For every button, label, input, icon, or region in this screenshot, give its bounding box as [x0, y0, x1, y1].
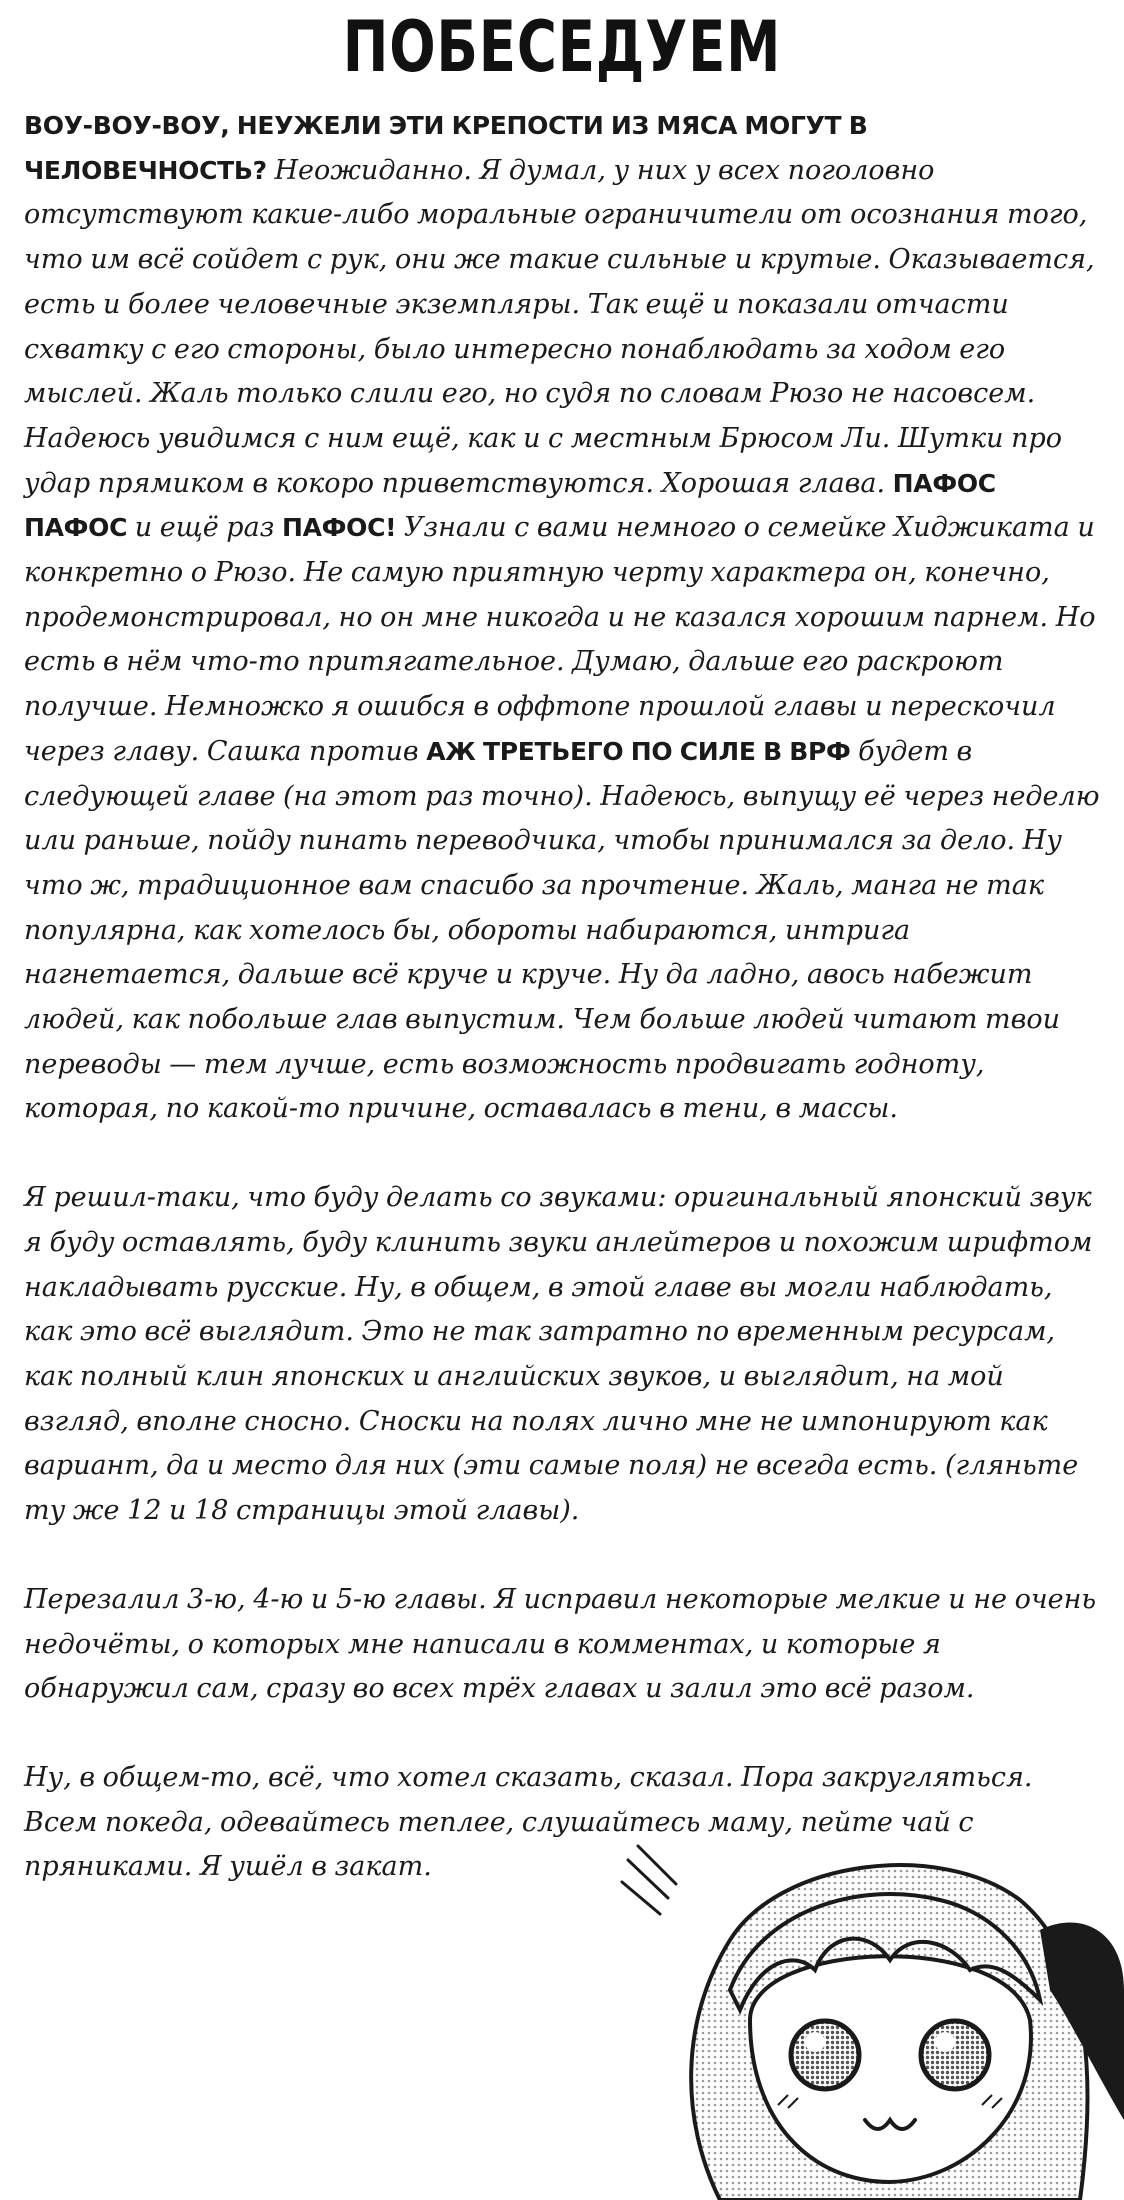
- page-title: ПОБЕСЕДУЕМ: [342, 6, 782, 88]
- paragraph-4: Ну, в общем-то, всё, что хотел сказать, сказал. Пора закругляться. Всем покеда, одевайтесь теплее, слушайтесь маму, пейте чай с пряниками. Я ушёл в закат.: [24, 1761, 1033, 1883]
- paragraph-1-caps-4: АЖ ТРЕТЬЕГО ПО СИЛЕ В ВРФ: [426, 736, 851, 766]
- paragraph-2: Я решил-таки, что буду делать со звуками: оригинальный японский звук я буду оставлять, буду клинить звуки анлейтеров и похожим шрифтом накладывать русские. Ну, в общем, в этой главе вы могли наблюдать, как это всё выглядит. Это не так затратно по временным ресурсам, как полный клин японских и английских звуков, и выглядит, на мой взгляд, вполне сносно. Сноски на полях лично мне не импонируют как вариант, да и место для них (эти самые поля) не всегда есть. (гляньте ту же 12 и 18 страницы этой главы).: [24, 1182, 1093, 1527]
- paragraph-1-text-2: и ещё раз: [127, 512, 282, 544]
- paragraph-1-lead-caps: ВОУ-ВОУ-ВОУ, НЕУЖЕЛИ ЭТИ КРЕПОСТИ ИЗ МЯСА МОГУТ В ЧЕЛОВЕЧНОСТЬ?: [24, 111, 868, 185]
- article-body: [24, 104, 1104, 1934]
- paragraph-1-text-1: Неожиданно. Я думал, у них у всех поголовно отсутствуют какие-либо моральные ограничители от осознания того, что им всё сойдет с рук, они же такие сильные и крутые. Оказывается, есть и более человечные экземпляры. Так ещё и показали отчасти схватку с его стороны, было интересно понаблюдать за ходом его мыслей. Жаль только слили его, но судя по словам Рюзо не насовсем. Надеюсь увидимся с ним ещё, как и с местным Брюсом Ли. Шутки про удар прямиком в кокоро приветствуются. Хорошая глава.: [24, 154, 1095, 499]
- paragraph-1-text-3: Узнали с вами немного о семейке Хиджиката и конкретно о Рюзо. Не самую приятную черту характера он, конечно, продемонстрировал, но он мне никогда и не казался хорошим парнем. Но есть в нём что-то притягательное. Думаю, дальше его раскроют получше. Немножко я ошибся в оффтопе прошлой главы и перескочил через главу. Сашка против: [24, 512, 1096, 767]
- paragraph-3: Перезалил 3-ю, 4-ю и 5-ю главы. Я исправил некоторые мелкие и не очень недочёты, о которых мне написали в комментах, и которые я обнаружил сам, сразу во всех трёх главах и залил это всё разом.: [24, 1583, 1097, 1705]
- paragraph-1-caps-3: ПАФОС!: [281, 513, 397, 543]
- chibi-girl-illustration-icon: [610, 1820, 1124, 2200]
- paragraph-1-caps-2: ПАФОС ПАФОС: [24, 468, 996, 543]
- paragraph-1-text-4: будет в следующей главе (на этот раз точно). Надеюсь, выпущу её через неделю или раньше, пойду пинать переводчика, чтобы принимался за дело. Ну что ж, традиционное вам спасибо за прочтение. Жаль, манга не так популярна, как хотелось бы, обороты набираются, интрига нагнетается, дальше всё круче и круче. Ну да ладно, авось набежит людей, как побольше глав выпустим. Чем больше людей читают твои переводы — тем лучше, есть возможность продвигать годноту, которая, по какой-то причине, оставалась в тени, в массы.: [24, 735, 1100, 1125]
- paragraph-1: [24, 104, 1104, 1132]
